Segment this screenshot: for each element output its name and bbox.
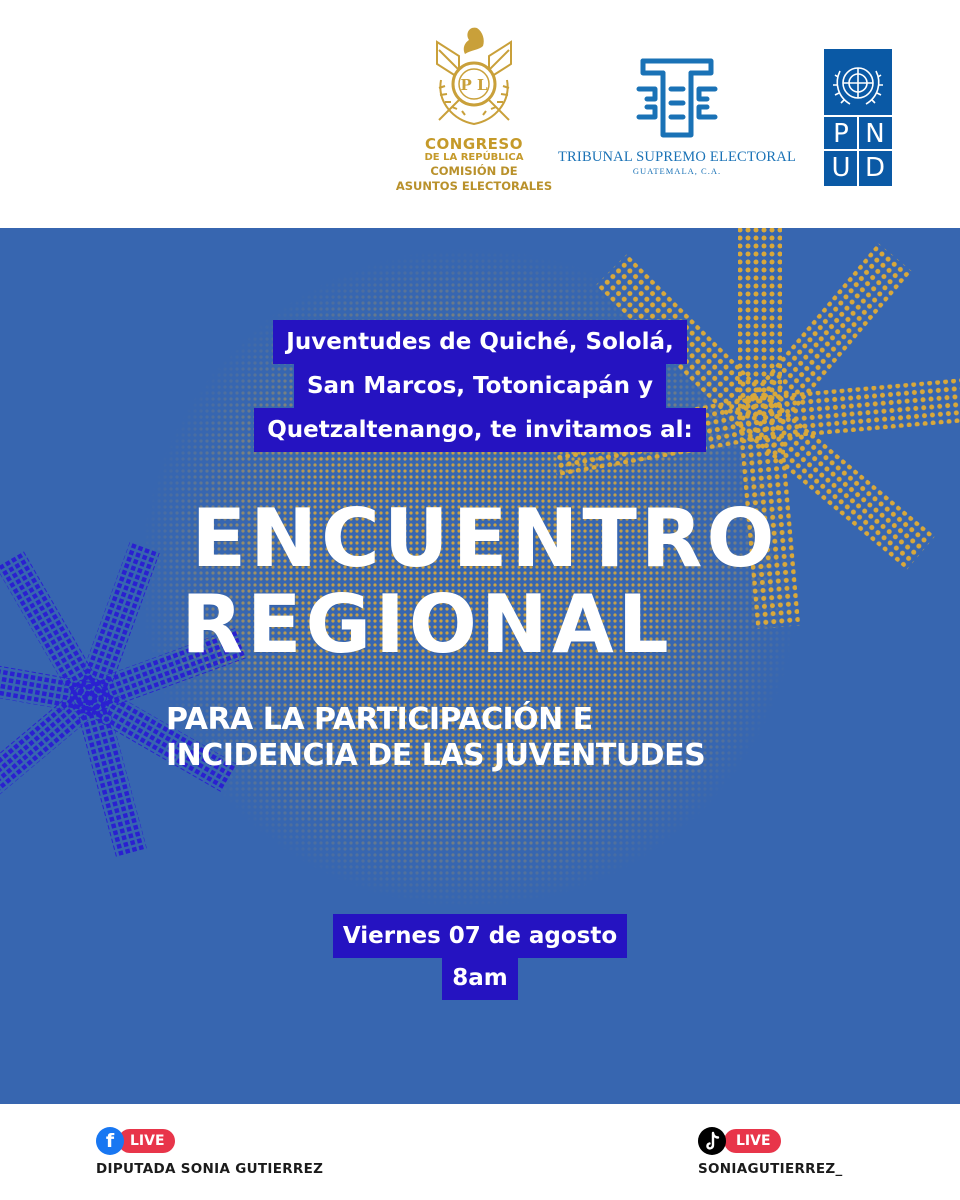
- congreso-subtitle: DE LA REPÚBLICA: [424, 152, 524, 163]
- logo-header: [0, 0, 960, 228]
- subtitle-line: INCIDENCIA DE LAS JUVENTUDES: [166, 738, 706, 773]
- facebook-icon: f: [96, 1127, 124, 1155]
- tiktok-account-name: SONIAGUTIERREZ_: [698, 1161, 843, 1177]
- event-title: [0, 492, 960, 671]
- event-date: Viernes 07 de agosto: [333, 914, 627, 958]
- comision-line1: COMISIÓN DE: [430, 164, 518, 178]
- facebook-live-link[interactable]: [96, 1126, 323, 1178]
- tiktok-icon: [698, 1127, 726, 1155]
- intro-line: Juventudes de Quiché, Sololá,: [273, 320, 686, 364]
- poster-body: [0, 228, 960, 1104]
- event-time: 8am: [442, 956, 518, 1000]
- pnud-letter-p: P: [833, 119, 849, 149]
- congreso-logo: [386, 20, 562, 210]
- tiktok-live-link[interactable]: [698, 1126, 843, 1178]
- intro-line: San Marcos, Totonicapán y: [294, 364, 666, 408]
- facebook-account-name: DIPUTADA SONIA GUTIERREZ: [96, 1161, 324, 1177]
- pnud-letter-u: U: [831, 153, 851, 183]
- congreso-title: CONGRESO: [425, 135, 523, 153]
- event-schedule: [0, 914, 960, 1000]
- congreso-emblem-icon: [419, 20, 529, 132]
- subtitle-line: PARA LA PARTICIPACIÓN E: [166, 702, 593, 737]
- congreso-emblem-letters: P L: [460, 76, 488, 94]
- tse-location: GUATEMALA, C.A.: [632, 166, 722, 176]
- tse-name: TRIBUNAL SUPREMO ELECTORAL: [557, 149, 796, 165]
- pnud-letter-d: D: [864, 153, 886, 183]
- tse-logo: [550, 55, 804, 185]
- intro-line: Quetzaltenango, te invitamos al:: [254, 408, 706, 452]
- title-line: ENCUENTRO: [191, 492, 779, 585]
- event-subtitle: [166, 702, 705, 774]
- pnud-logo: [824, 49, 892, 186]
- pnud-letter-n: N: [865, 119, 885, 149]
- intro-invitation: [0, 320, 960, 452]
- social-footer: [0, 1104, 960, 1200]
- live-badge-label: LIVE: [118, 1129, 175, 1153]
- tse-emblem-icon: [635, 55, 719, 141]
- live-badge-label: LIVE: [724, 1129, 781, 1153]
- un-emblem-icon: [832, 59, 884, 109]
- tiktok-live-badge: [698, 1126, 843, 1156]
- comision-line2: ASUNTOS ELECTORALES: [395, 179, 553, 193]
- title-line: REGIONAL: [181, 578, 673, 671]
- facebook-live-badge: [96, 1126, 323, 1156]
